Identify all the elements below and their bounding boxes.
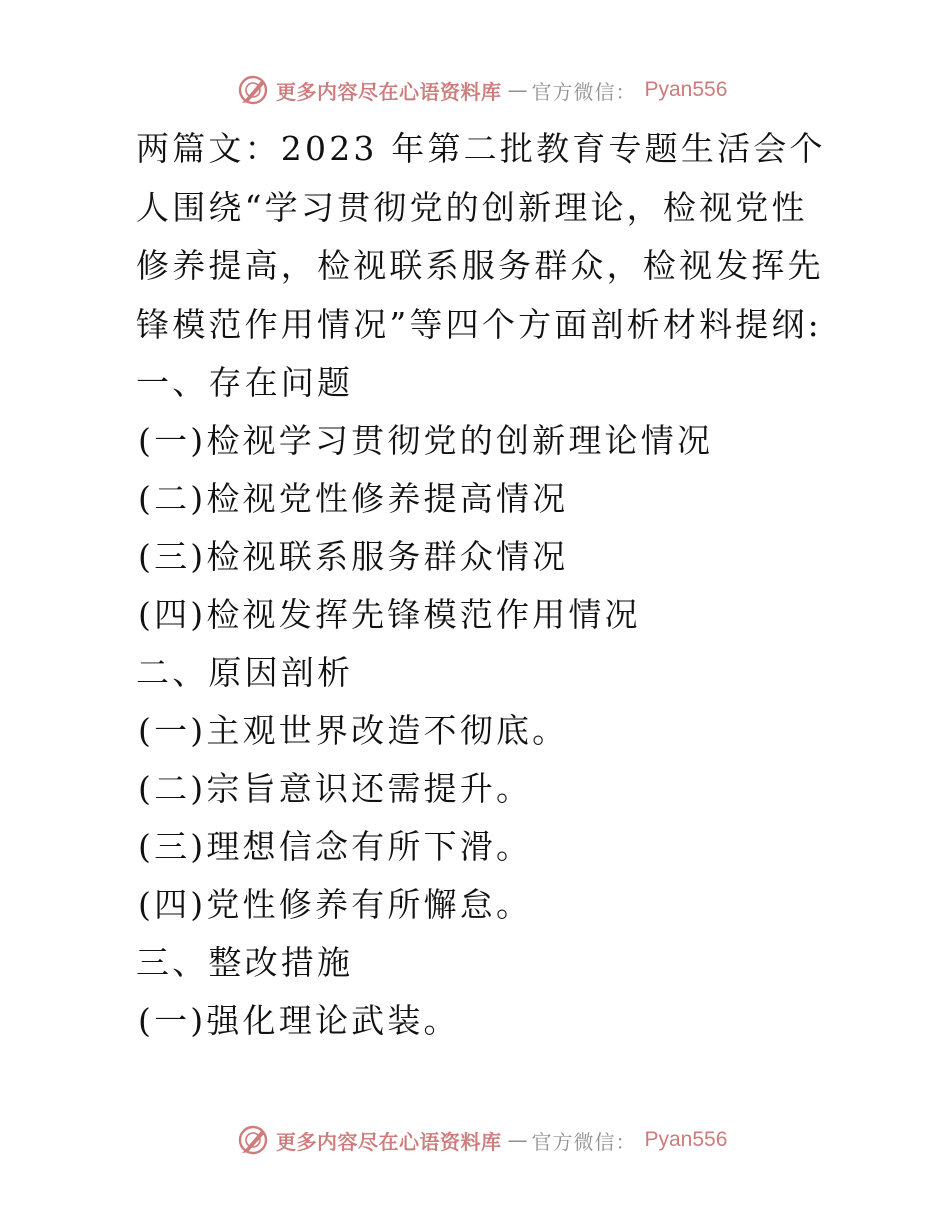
list-item: (三)检视联系服务群众情况 (138, 537, 569, 576)
watermark-wechat-id: Pyan556 (644, 1128, 728, 1151)
list-item: (二)宗旨意识还需提升。 (138, 769, 533, 808)
watermark-wechat-id: Pyan556 (644, 78, 728, 101)
list-item: (四)检视发挥先锋模范作用情况 (138, 595, 641, 634)
document-title: 两篇文：2023 年第二批教育专题生活会个人围绕“学习贯彻党的创新理论，检视党性修养提高，检视联系服务群众，检视发挥先锋模范作用情况”等四个方面剖析材料提纲: (136, 129, 826, 344)
list-item: (一)强化理论武装。 (138, 1001, 460, 1040)
footer-watermark (236, 1122, 727, 1158)
watermark-site-text: 更多内容尽在心语资料库 (276, 1129, 502, 1154)
section-heading-measures: 三、整改措施 (136, 943, 354, 982)
section-heading-causes: 二、原因剖析 (136, 653, 354, 692)
list-item: (一)主观世界改造不彻底。 (138, 711, 569, 750)
watermark-wechat-label: 官方微信： (531, 1129, 637, 1154)
watermark-separator: — (507, 1128, 526, 1152)
list-item: (三)理想信念有所下滑。 (138, 827, 533, 866)
list-item: (二)检视党性修养提高情况 (138, 479, 569, 518)
watermark-site-text: 更多内容尽在心语资料库 (276, 79, 502, 104)
list-item: (一)检视学习贯彻党的创新理论情况 (138, 421, 714, 460)
watermark-wechat-label: 官方微信： (531, 79, 637, 104)
brand-logo-icon (236, 73, 270, 107)
watermark-separator: — (507, 78, 526, 102)
brand-logo-icon (236, 1123, 270, 1157)
document-body (136, 120, 836, 1050)
list-item: (四)党性修养有所懈怠。 (138, 885, 533, 924)
header-watermark (236, 72, 727, 108)
section-heading-problems: 一、存在问题 (136, 363, 354, 402)
